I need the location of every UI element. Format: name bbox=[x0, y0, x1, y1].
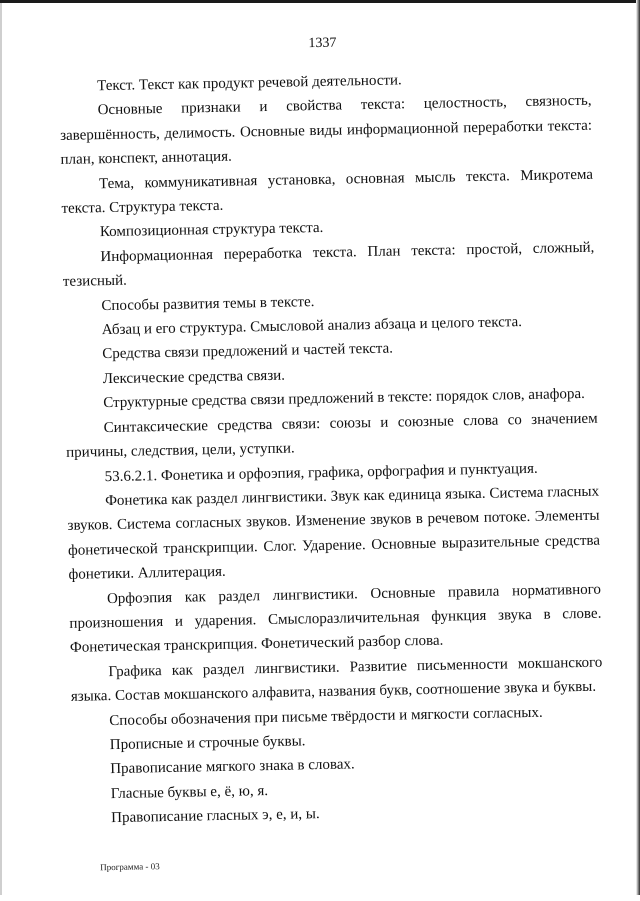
paragraph-soft-sign: Правописание мягкого знака в словах. bbox=[110, 756, 355, 778]
page-number: 1337 bbox=[308, 35, 337, 52]
paragraph-information-processing: Информационная переработка текста. План текста: простой, сложный, тезисный. bbox=[62, 239, 595, 291]
section-heading-phonetics: 53.6.2.1. Фонетика и орфоэпия, графика, орфография и пунктуация. bbox=[104, 460, 538, 485]
paragraph-structural-means: Структурные средства связи предложений в тексте: порядок слов, анафора. bbox=[103, 386, 585, 412]
body-text bbox=[59, 65, 605, 832]
paragraph-text-properties: Основные признаки и свойства текста: целостность, связность, завершённость, делимость. Основные виды информационной переработки текста: план, конспект, аннотация. bbox=[59, 93, 593, 169]
paragraph-lexical-means: Лексические средства связи. bbox=[102, 367, 286, 388]
paragraph-orthoepy: Орфоэпия как раздел лингвистики. Основные правила нормативного произношения и ударения. Смыслоразличительная функция звука в слове. Фонетическая транскрипция. Фонетический разбор слова. bbox=[69, 581, 602, 657]
paragraph-vowel-spelling: Правописание гласных э, е, и, ы. bbox=[111, 806, 320, 827]
paragraph-syntactic-means: Синтаксические средства связи: союзы и союзные слова со значением причины, следствия, цели, уступки. bbox=[66, 410, 598, 461]
paragraph-connection-means: Средства связи предложений и частей текста. bbox=[102, 341, 394, 363]
paragraph-graphics: Графика как раздел лингвистики. Развитие письменности мокшанского языка. Состав мокшанского алфавита, названия букв, соотношение звука и буквы. bbox=[70, 654, 603, 705]
paragraph-abzac: Абзац и его структура. Смысловой анализ абзаца и целого текста. bbox=[101, 314, 523, 339]
paragraph-phonetics: Фонетика как раздел лингвистики. Звук как единица языка. Система гласных звуков. Система согласных звуков. Изменение звуков в речевом потоке. Элементы фонетической транскрипции. Слог. Ударение. Основные выразительные средства фонетики. Аллитерация. bbox=[67, 483, 601, 583]
paragraph-composition: Композиционная структура текста. bbox=[99, 220, 324, 241]
footer-program-label: Программа - 03 bbox=[100, 861, 160, 873]
paragraph-capital-letters: Прописные и строчные буквы. bbox=[109, 733, 306, 754]
paragraph-theme: Тема, коммуникативная установка, основная мысль текста. Микротема текста. Структура текста. bbox=[61, 166, 594, 217]
paragraph-theme-development: Способы развития темы в тексте. bbox=[101, 293, 315, 314]
paragraph-hardness-softness: Способы обозначения при письме твёрдости и мягкости согласных. bbox=[109, 704, 543, 729]
paragraph-vowel-letters: Гласные буквы е, ё, ю, я. bbox=[110, 782, 269, 802]
paragraph-text-definition: Текст. Текст как продукт речевой деятельности. bbox=[97, 72, 402, 95]
